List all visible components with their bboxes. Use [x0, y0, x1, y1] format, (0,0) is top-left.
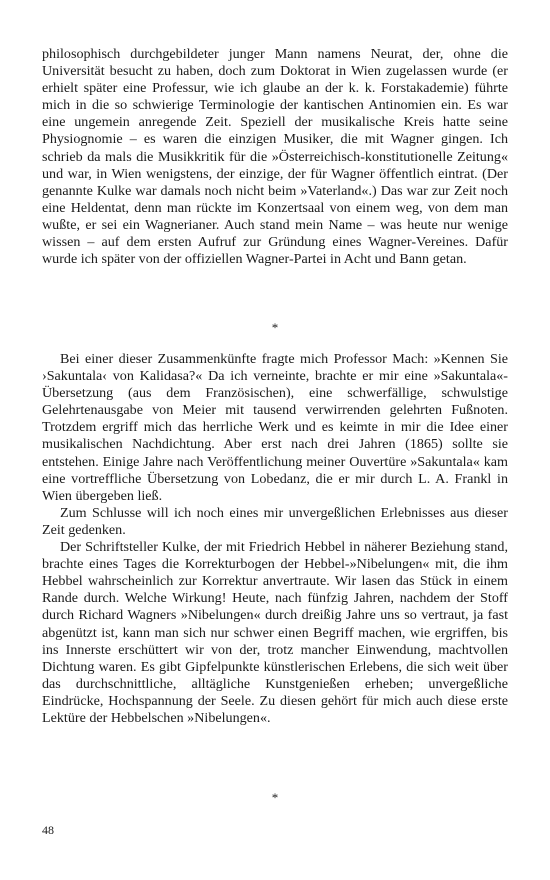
paragraph-schlusse: Zum Schlusse will ich noch eines mir unvergeßlichen Erlebnisses aus dieser Zeit gedenken.: [42, 504, 508, 538]
section-separator-asterisk: *: [271, 320, 279, 335]
paragraph-kulke-hebbel: Der Schriftsteller Kulke, der mit Friedrich Hebbel in näherer Beziehung stand, brachte eines Tages die Korrekturbogen der Hebbel-»Nibelungen« mit, die ihm Hebbel wahrscheinlich zur Korrektur anvertraute. Wir lasen das Stück in einem Rande durch. Welche Wirkung! Heute, nach fünfzig Jahren, nachdem der Stoff durch Richard Wagners »Nibelungen« durch dreißig Jahre uns so vertraut, ja fast abgenützt ist, kann man sich nur schwer einen Begriff machen, wie ergriffen, bis ins Innerste erschüttert wir von der, trotz mancher Einwendung, machtvollen Dichtung waren. Es gibt Gipfelpunkte künstlerischen Erlebens, die sich weit über das durchschnittliche, alltägliche Kunstgenießen erheben; unvergeßliche Eindrücke, Hochspannung der Seele. Zu diesen gehört für mich auch diese erste Lektüre der Hebbelschen »Nibelungen«.: [42, 539, 508, 726]
paragraph-mach-sakuntala: Bei einer dieser Zusammenkünfte fragte mich Professor Mach: »Kennen Sie ›Sakuntala‹ von Kalidasa?« Da ich verneinte, brachte er mir eine »Sakuntala«-Übersetzung (aus dem Französischen), eine schwerfällige, schwulstige Gelehrtenausgabe von Meier mit tausend verwirrenden gelehrten Fußnoten. Trotzdem ergriff mich das herrliche Werk und es keimte in mir die Idee einer musikalischen Nachdichtung. Aber erst nach drei Jahren (1865) sollte sie entstehen. Einige Jahre nach Veröffentlichung meiner Ouvertüre »Sakuntala« kam eine vortreffliche Übersetzung von Lobedanz, die er mir durch L. A. Frankl in Wien übergeben ließ.: [42, 351, 508, 504]
section-separator-asterisk-end: *: [271, 790, 279, 805]
page-number: 48: [42, 823, 54, 837]
text-block-bottom: [42, 351, 508, 727]
text-block-top: [42, 46, 508, 268]
paragraph-neurat-wagner: philosophisch durchgebildeter junger Mann namens Neurat, der, ohne die Universität besucht zu haben, doch zum Doktorat in Wien zugelassen wurde (er erhielt später eine Professur, wie ich glaube an der k. k. Forstakademie) führte mich in die so schwierige Terminologie der kantischen Antinomien ein. Es war eine ungemein anregende Zeit. Speziell der musikalische Kreis hatte seine Physiognomie – es waren die einzigen Musiker, die mit Wagner gingen. Ich schrieb da mals die Musikkritik für die »Österreichisch-konstitutionelle Zeitung« und war, in Wien wenigstens, der einzige, der für Wagner öffentlich eintrat. (Der genannte Kulke war damals noch nicht beim »Vaterland«.) Das war zur Zeit noch eine Heldentat, denn man rückte im Konzertsaal von einem weg, von dem man wußte, er sei ein Wagnerianer. Auch stand mein Name – was heute nur wenige wissen – auf dem ersten Aufruf zur Gründung eines Wagner-Vereines. Dafür wurde ich später von der offiziellen Wagner-Partei in Acht und Bann getan.: [42, 46, 508, 268]
